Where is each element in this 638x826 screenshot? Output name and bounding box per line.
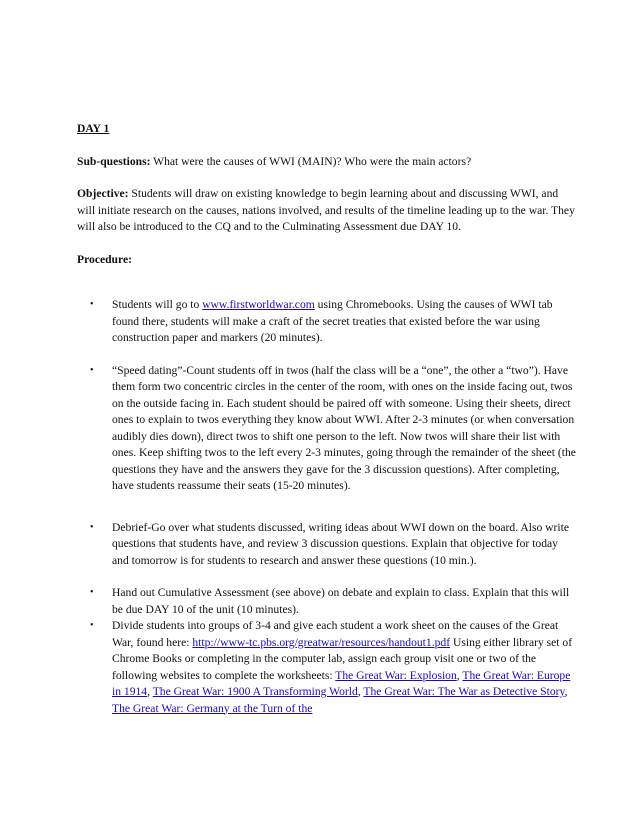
- procedure-heading: Procedure:: [77, 252, 132, 266]
- bullet-icon: •: [90, 299, 94, 310]
- list-item: [87, 363, 577, 495]
- list-item: [87, 585, 577, 618]
- item-5-text-b: Using either library set of Chrome Books or completing in the computer lab, assign each group visit one or two of the following websites to complete the worksheets:: [112, 635, 573, 682]
- item-1-text-b: using Chromebooks. Using the causes of WWI tab found there, students will make a craft of the secret treaties that existed before the war using construction paper and markers (20 minutes).: [112, 298, 553, 344]
- procedure-list: [77, 297, 577, 717]
- sub-questions-text: What were the causes of WWI (MAIN)? Who were the main actors?: [150, 154, 472, 168]
- bullet-icon: •: [90, 364, 94, 376]
- list-item: [87, 520, 577, 570]
- document-page: [77, 121, 577, 717]
- great-war-explosion-link[interactable]: The Great War: Explosion: [335, 668, 457, 682]
- day-heading: DAY 1: [77, 122, 110, 135]
- separator: ,: [357, 685, 364, 698]
- pbs-handout-link[interactable]: http://www-tc.pbs.org/greatwar/resources/handout1.pdf: [192, 635, 451, 649]
- great-war-1900-link[interactable]: The Great War: 1900 A Transforming World: [152, 685, 358, 698]
- sub-questions-label: Sub-questions:: [77, 154, 151, 168]
- item-1-text-a: Students will go to: [112, 298, 203, 311]
- list-item: [87, 618, 577, 717]
- objective-text: Students will draw on existing knowledge to begin learning about and discussing WWI, and will initiate research on the causes, nations involved, and results of the timeline leading up to the war. They will also be introduced to the CQ and to the Culminating Assessment due DAY 10.: [77, 187, 575, 233]
- item-3-text: Debrief-Go over what students discussed, writing ideas about WWI down on the board. Also write questions that students have, and review 3 discussion questions. Explain that objective for today and tomorrow is for students to research and answer these questions (10 min.).: [112, 520, 569, 567]
- objective: [77, 186, 577, 236]
- separator: ,: [456, 668, 463, 682]
- item-5-text-a: Divide students into groups of 3-4 and give each student a work sheet on the causes of the Great War, found here:: [112, 619, 559, 649]
- great-war-europe-1914-link[interactable]: The Great War: Europe in 1914: [112, 668, 571, 698]
- list-item: [87, 297, 577, 347]
- bullet-icon: •: [90, 587, 94, 598]
- separator: ,: [564, 685, 568, 698]
- sub-questions: [77, 154, 577, 171]
- bullet-icon: •: [90, 620, 94, 631]
- item-2-text: “Speed dating”-Count students off in twos (half the class will be a “one”, the other a “two”). Have them form two concentric circles in the center of the room, with ones on the inside facing out, twos on the outside facing in. Each student should be paired off with someone. Using their sheets, direct ones to explain to twos everything they know about WWI. After 2-3 minutes (or when conversation audibly dies down), direct twos to shift one person to the left. Now twos will share their list with ones. Keep shifting twos to the left every 2-3 minutes, going through the remainder of the sheet (the questions they have and the answers they gave for the 3 discussion questions). After completing, have students reassume their seats (15-20 minutes).: [112, 363, 576, 492]
- objective-label: Objective:: [77, 187, 129, 200]
- bullet-icon: •: [90, 521, 94, 533]
- firstworldwar-link[interactable]: www.firstworldwar.com: [202, 298, 315, 311]
- great-war-detective-link[interactable]: The Great War: The War as Detective Story: [363, 685, 565, 698]
- separator: ,: [147, 685, 153, 698]
- item-4-text: Hand out Cumulative Assessment (see above) on debate and explain to class. Explain that this will be due DAY 10 of the unit (10 minutes).: [112, 586, 570, 616]
- great-war-germany-link[interactable]: The Great War: Germany at the Turn of the: [112, 701, 313, 715]
